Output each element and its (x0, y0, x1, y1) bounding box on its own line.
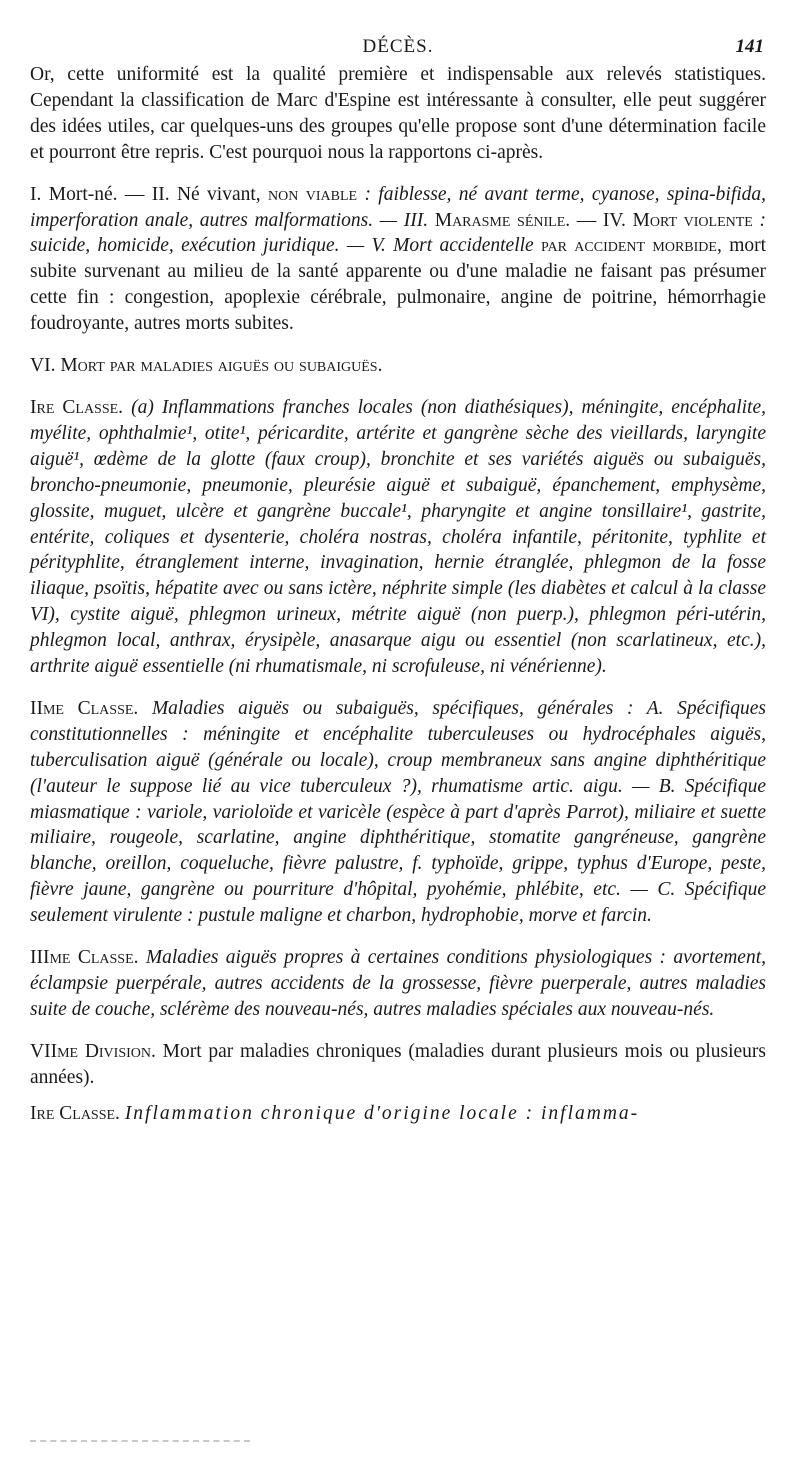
class-3-paragraph (30, 945, 766, 1023)
causes-list-paragraph (30, 182, 766, 337)
list-part-c: : faiblesse, né avant terme, cyanose, spina-bifida, imperforation anale, autres malformations. — III. (30, 183, 767, 231)
list-part-a: I. Mort-né. — II. Né vivant, (30, 183, 261, 205)
running-head: DÉCÈS. (362, 36, 434, 57)
list-part-d: Marasme sénile. (434, 209, 571, 231)
list-part-i: par accident morbide, (541, 235, 722, 257)
book-page (30, 0, 766, 1127)
class-3-label: IIIme Classe. (30, 947, 139, 969)
division-vii-class-1-label: Ire Classe. (30, 1102, 120, 1124)
footer-rule (30, 1440, 250, 1442)
division-vii-label: VIIme Division. (30, 1040, 156, 1062)
class-1-label: Ire Classe. (30, 396, 124, 418)
division-vii-paragraph (30, 1039, 766, 1091)
class-2-paragraph (30, 696, 766, 929)
list-part-f: Mort violente (632, 209, 753, 231)
class-2-text: Maladies aiguës ou subaiguës, spécifiques, générales : A. Spécifiques constitutionnelles : méningite et encéphalite tuberculeuses ou hydrocéphales aiguës, tuberculisation aiguë (générale ou locale), croup membraneux sans angine diphthéritique (l'auteur le suppose lié au vice tuberculeux ?), rhumatisme artic. aigu. — B. Spécifique miasmatique : variole, varioloïde et varicèle (espèce à part d'après Parrot), miliaire et suette miliaire, rougeole, scarlatine, angine diphthéritique, stomatite gangréneuse, gangrène blanche, oreillon, coqueluche, fièvre palustre, f. typhoïde, grippe, typhus d'Europe, peste, fièvre jaune, gangrène ou pourriture d'hôpital, pyohémie, phlébite, etc. — C. Spécifique seulement virulente : pustule maligne et charbon, hydrophobie, morve et farcin. (30, 697, 766, 927)
class-3-text: Maladies aiguës propres à certaines conditions physiologiques : avortement, éclampsie puerpérale, autres accidents de la grossesse, fièvre puerperale, autres maladies suite de couche, sclérème des nouveau-nés, autres maladies spéciales aux nouveau-nés. (30, 947, 767, 1020)
class-1-text: (a) Inflammations franches locales (non diathésiques), méningite, encéphalite, myélite, ophthalmie¹, otite¹, péricardite, artérite et gangrène sèche des vieillards, laryngite aiguë¹, œdème de la glotte (faux croup), bronchite et ses variétés aiguës ou subaiguës, broncho-pneumonie, pneumonie, pleurésie aiguë et subaiguë, épanchement, emphysème, glossite, muguet, ulcère et gangrène buccale¹, pharyngite et angine tonsillaire¹, gastrite, entérite, coliques et dysenterie, choléra nostras, choléra infantile, péritonite, typhlite et pérityphlite, étranglement interne, invagination, hernie étranglée, phlegmon de la fosse iliaque, psoïtis, hépatite avec ou sans ictère, néphrite simple (les diabètes et calcul à la classe VI), cystite aiguë, phlegmon urineux, métrite aiguë (non puerp.), phlegmon péri-utérin, phlegmon local, anthrax, érysipèle, anasarque aigu ou essentiel (non scarlatineux, etc.), arthrite aiguë essentielle (ni rhumatismale, ni scrofuleuse, ni vénérienne). (30, 396, 767, 678)
list-part-e: — IV. (576, 209, 626, 231)
division-vii-text: Mort par maladies chroniques (maladies durant plusieurs mois ou plusieurs années). (30, 1040, 766, 1088)
list-part-j: mort subite survenant au milieu de la santé apparente ou d'une maladie ne faisant pas présumer cette fin : congestion, apoplexie cérébrale, pulmonaire, angine de poitrine, hémorrhagie foudroyante, autres morts subites. (30, 235, 767, 335)
division-vii-class-1-paragraph (30, 1101, 766, 1127)
class-2-label: IIme Classe. (30, 697, 139, 719)
division-vii-class-1-text: Inflammation chronique d'origine locale : inflamma- (124, 1102, 640, 1124)
list-part-g: : suicide, homicide, exécution juridique. — V. (30, 209, 766, 257)
section-vi-heading: VI. Mort par maladies aiguës ou subaiguës. (30, 355, 383, 377)
class-1-paragraph (30, 395, 766, 680)
intro-paragraph: Or, cette uniformité est la qualité première et indispensable aux relevés statistiques. Cependant la classification de Marc d'Espine est intéressante à consulter, elle peut suggérer des idées utiles, car quelques-uns des groupes qu'elle propose sont d'une détermination facile et pourront être repris. C'est pourquoi nous la rapportons ci-après. (30, 64, 766, 163)
page-header (30, 0, 766, 62)
list-part-h: Mort accidentelle (393, 235, 534, 257)
page-number: 141 (735, 36, 764, 57)
list-part-b: non viable (268, 183, 358, 205)
